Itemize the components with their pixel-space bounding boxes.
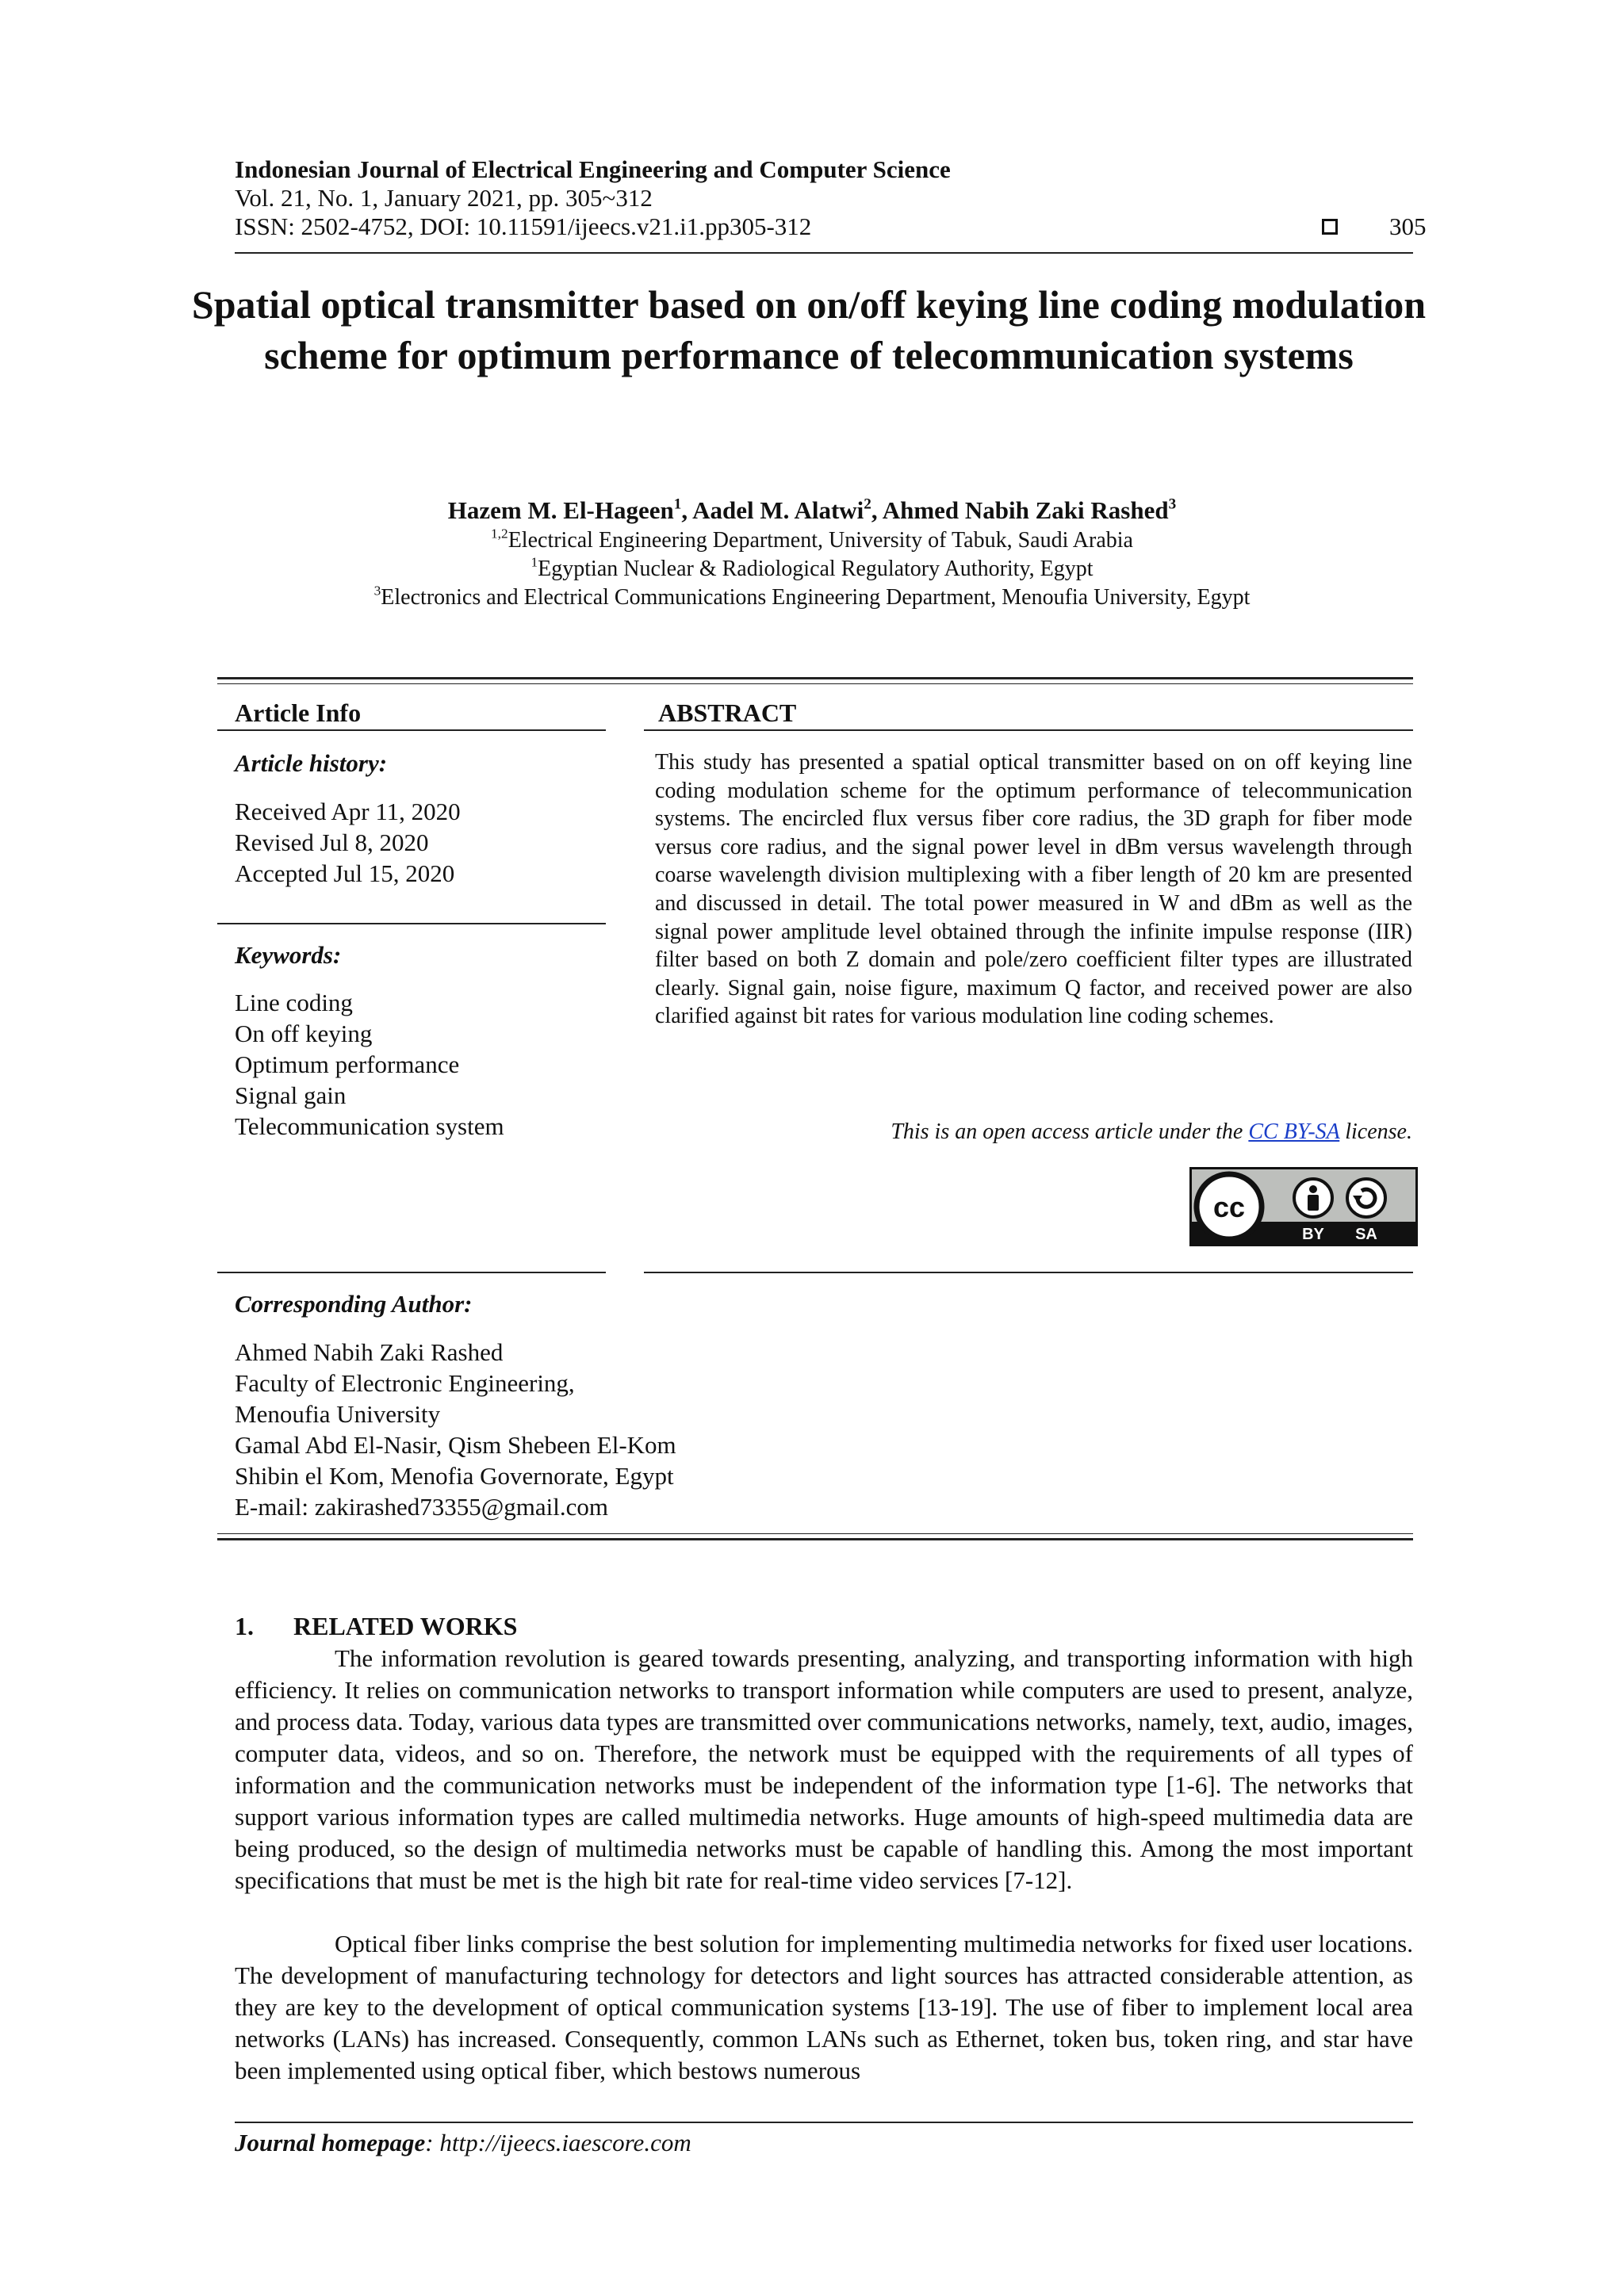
corresponding-line: Faculty of Electronic Engineering, [235, 1369, 575, 1397]
corresponding-details [235, 1337, 676, 1522]
affiliation-sup: 1,2 [491, 526, 508, 541]
page-number: 305 [1389, 212, 1427, 240]
body-paragraph: The information revolution is geared towards presenting, analyzing, and transporting information with high efficiency. It relies on communication networks to transport information while computers are used to present, analyze, and process data. Today, various data types are transmitted over communications networks, namely, text, audio, images, computer data, videos, and so on. Therefore, the network must be equipped with the requirements of all types of information and the communication networks must be independent of the information type [1-6]. The networks that support various information types are called multimedia networks. Huge amounts of high-speed multimedia data are being produced, so the design of multimedia networks must be capable of handling this. Among the most important specifications that must be met is the high bit rate for real-time video services [7-12]. [235, 1644, 1413, 1894]
paper-title: Spatial optical transmitter based on on/off keying line coding modulation scheme for optimum performance of telecommunication systems [191, 282, 1427, 377]
affiliation-text: Electrical Engineering Department, University of Tabuk, Saudi Arabia [508, 528, 1133, 553]
article-info-rule [217, 729, 606, 731]
license-prefix: This is an open access article under the [891, 1119, 1249, 1144]
keyword-item: Optimum performance [235, 1050, 460, 1078]
history-item: Received Apr 11, 2020 [235, 798, 461, 825]
abstract-text: This study has presented a spatial optical transmitter based on on off keying line coding modulation scheme for the optimum performance of telecommunication systems. The encircled flux versus fiber core radius, the 3D graph for fiber mode versus core radius, and the signal power level in dBm versus wavelength through coarse wavelength division multiplexing with a fiber length of 20 km are presented and discussed in detail. The total power measured in W and dBm as well as the signal power amplitude level obtained through the infinite impulse response (IIR) filter based on both Z domain and pole/zero coefficient filter types are illustrated clearly. Signal gain, noise figure, maximum Q factor, and received power are also clarified against bit rates for various modulation line coding schemes. [655, 750, 1412, 1029]
license-link[interactable]: CC BY-SA [1248, 1119, 1340, 1144]
infobox-bottom-rule-thin [217, 1533, 1413, 1534]
infobox-top-rule [217, 677, 1413, 679]
corresponding-line: Ahmed Nabih Zaki Rashed [235, 1338, 504, 1366]
footer-rule [235, 2122, 1413, 2123]
homepage-url[interactable]: : http://ijeecs.iaescore.com [425, 2129, 691, 2156]
journal-homepage [235, 2128, 691, 2158]
author-name: Aadel M. Alatwi [692, 496, 864, 524]
affiliation [0, 527, 1624, 554]
abstract-bottom-rule [644, 1272, 1413, 1273]
corresponding-line: Shibin el Kom, Menofia Governorate, Egypt [235, 1462, 674, 1490]
keyword-item: On off keying [235, 1020, 373, 1047]
keyword-item: Signal gain [235, 1081, 347, 1109]
keywords-rule [217, 1272, 606, 1273]
section-title: RELATED WORKS [293, 1612, 518, 1640]
affiliation-sup: 3 [373, 583, 381, 599]
sa-share-icon [1347, 1179, 1385, 1217]
sa-label: SA [1355, 1226, 1377, 1243]
keyword-item: Line coding [235, 989, 353, 1016]
author-name: Ahmed Nabih Zaki Rashed [882, 496, 1169, 524]
affiliation-text: Electronics and Electrical Communications Engineering Department, Menoufia University, Egypt [381, 585, 1251, 610]
license-suffix: license. [1339, 1119, 1412, 1144]
license-line [655, 1118, 1412, 1146]
square-bullet-icon [1322, 219, 1338, 235]
cc-by-sa-badge[interactable] [1189, 1167, 1418, 1246]
author-sup: 3 [1168, 496, 1177, 513]
section-heading [235, 1611, 517, 1641]
author-name: Hazem M. El-Hageen [447, 496, 674, 524]
infobox-top-rule-thin [217, 683, 1413, 684]
author-sup: 2 [864, 496, 871, 513]
abstract-rule [644, 729, 1413, 731]
homepage-label: Journal homepage [235, 2129, 426, 2156]
header-rule [235, 252, 1413, 254]
affiliation [0, 584, 1624, 611]
corresponding-email: E-mail: zakirashed73355@gmail.com [235, 1493, 609, 1521]
corresponding-heading: Corresponding Author: [235, 1290, 473, 1318]
keyword-list [235, 987, 504, 1142]
cc-logo-text: cc [1212, 1191, 1246, 1223]
section-number: 1. [235, 1612, 254, 1640]
infobox-bottom-rule [217, 1538, 1413, 1540]
journal-name: Indonesian Journal of Electrical Engineering and Computer Science [235, 155, 951, 183]
history-item: Revised Jul 8, 2020 [235, 828, 429, 856]
history-item: Accepted Jul 15, 2020 [235, 859, 455, 887]
keywords-heading: Keywords: [235, 941, 342, 969]
keyword-item: Telecommunication system [235, 1112, 504, 1140]
author-list: Hazem M. El-Hageen$^1$, Aadel M. Alatwi$^2$, Ahmed Nabih Zaki Rashed$^3$ [447, 496, 1177, 524]
author-sup: 1 [673, 496, 682, 513]
article-info-heading: Article Info [235, 698, 362, 727]
corresponding-line: Menoufia University [235, 1400, 441, 1428]
affiliation [0, 556, 1624, 583]
history-rule [217, 923, 606, 924]
history-heading: Article history: [235, 749, 388, 777]
history-list [235, 796, 461, 889]
affiliation-text: Egyptian Nuclear & Radiological Regulatory Authority, Egypt [538, 557, 1094, 581]
corresponding-line: Gamal Abd El-Nasir, Qism Shebeen El-Kom [235, 1431, 676, 1459]
abstract-heading: ABSTRACT [658, 698, 797, 727]
body-paragraph: Optical fiber links comprise the best solution for implementing multimedia networks for fixed user locations. The development of manufacturing technology for detectors and light sources has attracted considerable attention, as they are key to the development of optical communication systems [13-19]. The use of fiber to implement local area networks (LANs) has increased. Consequently, common LANs such as Ethernet, token bus, token ring, and star have been implemented using optical fiber, which bestows numerous [235, 1930, 1413, 2084]
volume-line: Vol. 21, No. 1, January 2021, pp. 305~312 [235, 184, 653, 212]
by-label: BY [1302, 1226, 1324, 1243]
affiliation-sup: 1 [530, 554, 538, 570]
issn-line: ISSN: 2502-4752, DOI: 10.11591/ijeecs.v21.i1.pp305-312 [235, 212, 812, 240]
